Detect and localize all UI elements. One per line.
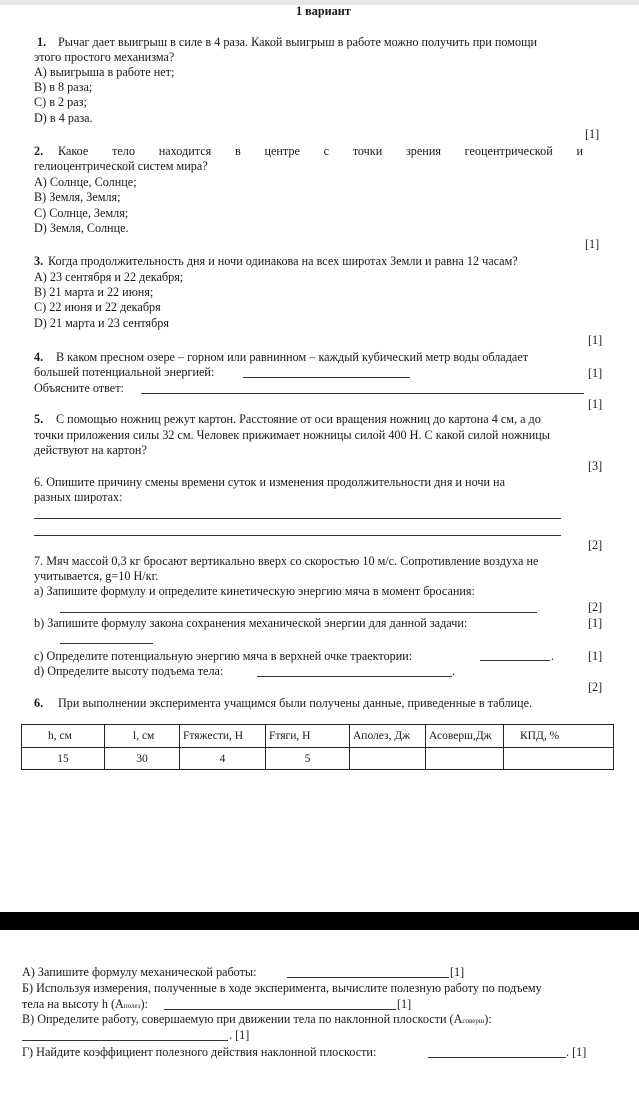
score-mark: [1] [585, 237, 600, 251]
score-mark: [1] [588, 616, 603, 630]
answer-line[interactable] [22, 1040, 228, 1041]
question-number: 6. [34, 696, 44, 710]
question-text: большей потенциальной энергией: [34, 365, 215, 379]
question-text: В каком пресном озере – горном или равнинном – каждый кубический метр воды обладает [56, 350, 529, 364]
task-c [22, 1012, 492, 1028]
question-text: гелиоцентрической систем мира? [34, 159, 208, 173]
table-cell[interactable] [504, 748, 614, 770]
answer-line[interactable] [60, 643, 153, 644]
word: центре [264, 144, 300, 158]
answer-line[interactable] [243, 377, 410, 378]
word: находится [158, 144, 212, 158]
page-title: 1 вариант [296, 4, 351, 18]
answer-option: C) Солнце, Земля; [34, 206, 129, 220]
word: с [323, 144, 330, 158]
table-cell: 5 [266, 748, 350, 770]
table-header-cell: КПД, % [504, 725, 614, 748]
subscript: полез [123, 1002, 141, 1010]
question-number: 4. [34, 350, 44, 364]
answer-line[interactable] [480, 660, 550, 661]
answer-option: A) выигрыша в работе нет; [34, 65, 175, 79]
question-text: учитывается, g=10 Н/кг. [34, 569, 159, 583]
word: Какое [58, 144, 89, 158]
answer-line[interactable] [287, 977, 449, 978]
question-text: 7. Мяч массой 0,3 кг бросают вертикально вверх со скоростью 10 м/с. Сопротивление воздуха не [34, 554, 539, 568]
score-mark: [1] [588, 366, 603, 380]
task-b-tail: ): [140, 997, 148, 1011]
answer-option: D) 21 марта и 23 сентября [34, 316, 170, 330]
word: геоцентрической [464, 144, 553, 158]
table-header-cell: l, см [105, 725, 180, 748]
answer-option: D) в 4 раза. [34, 111, 93, 125]
score-mark: [2] [588, 600, 603, 614]
table-header-row [22, 725, 614, 748]
question-text: 6. Опишите причину смены времени суток и изменения продолжительности дня и ночи на [34, 475, 505, 489]
word: тело [112, 144, 135, 158]
task-d: Г) Найдите коэффициент полезного действия наклонной плоскости: [22, 1045, 377, 1059]
answer-option: A) 23 сентября и 22 декабря; [34, 270, 184, 284]
question-text: точки приложения силы 32 см. Человек прижимает ножницы силой 400 Н. С какой силой ножницы [34, 428, 550, 442]
period: . [452, 664, 456, 678]
word: точки [352, 144, 383, 158]
question-text [58, 144, 583, 158]
answer-option: A) Солнце, Солнце; [34, 175, 137, 189]
period: . [551, 649, 555, 663]
answer-option: B) 21 марта и 22 июня; [34, 285, 154, 299]
table-cell: 30 [105, 748, 180, 770]
score-mark: [2] [588, 538, 603, 552]
subquestion-a: a) Запишите формулу и определите кинетическую энергию мяча в момент бросания: [34, 584, 475, 598]
question-text: действуют на картон? [34, 443, 147, 457]
word: в [234, 144, 241, 158]
answer-line[interactable] [141, 393, 584, 394]
answer-line[interactable] [34, 535, 561, 536]
score-mark: [2] [588, 680, 603, 694]
question-number: 3. [34, 254, 44, 268]
subscript: соверш [462, 1017, 485, 1025]
subquestion-b: b) Запишите формулу закона сохранения механической энергии для данной задачи: [34, 616, 468, 630]
question-text: Когда продолжительность дня и ночи одинакова на всех широтах Земли и равна 12 часам? [48, 254, 518, 268]
table-header-cell: Fтяги, Н [266, 725, 350, 748]
score-mark: . [1] [566, 1045, 587, 1059]
task-a: А) Запишите формулу механической работы: [22, 965, 257, 979]
answer-line[interactable] [34, 518, 561, 519]
table-cell[interactable] [350, 748, 426, 770]
task-b-text: тела на высоту h (А [22, 997, 124, 1011]
answer-line[interactable] [257, 676, 452, 677]
task-c-tail: ): [484, 1012, 492, 1026]
question-text: этого простого механизма? [34, 50, 175, 64]
question-number: 1. [37, 35, 47, 49]
table-header-cell: Fтяжести, Н [180, 725, 266, 748]
table-header-cell: Асоверш,Дж [426, 725, 504, 748]
score-mark: . [1] [229, 1028, 250, 1042]
task-c-text: В) Определите работу, совершаемую при движении тела по наклонной плоскости (А [22, 1012, 463, 1026]
score-mark: [1] [450, 965, 465, 979]
answer-option: D) Земля, Солнце. [34, 221, 129, 235]
answer-option: C) в 2 раз; [34, 95, 87, 109]
answer-line[interactable] [164, 1009, 396, 1010]
word: зрения [405, 144, 441, 158]
score-mark: [1] [397, 997, 412, 1011]
answer-option: B) Земля, Земля; [34, 190, 121, 204]
question-number: 2. [34, 144, 44, 158]
question-text: При выполнении эксперимента учащимся были получены данные, приведенные в таблице. [58, 696, 533, 710]
score-mark: [1] [588, 649, 603, 663]
score-mark: [1] [588, 397, 603, 411]
answer-line[interactable] [60, 612, 537, 613]
word: и [576, 144, 583, 158]
table-header-cell: h, см [22, 725, 105, 748]
explain-label: Объясните ответ: [34, 381, 124, 395]
score-mark: [3] [588, 459, 603, 473]
table-cell: 15 [22, 748, 105, 770]
question-text: С помощью ножниц режут картон. Расстояние от оси вращения ножниц до картона 4 см, а до [56, 412, 541, 426]
question-text: разных широтах: [34, 490, 123, 504]
score-mark: [1] [588, 333, 603, 347]
table-cell: 4 [180, 748, 266, 770]
question-text: Рычаг дает выигрыш в силе в 4 раза. Какой выигрыш в работе можно получить при помощи [58, 35, 537, 49]
page-divider-band [0, 912, 639, 930]
question-number: 5. [34, 412, 44, 426]
score-mark: [1] [585, 127, 600, 141]
table-row [22, 748, 614, 770]
experiment-table [21, 724, 614, 770]
answer-option: C) 22 июня и 22 декабря [34, 300, 161, 314]
table-header-cell: Аполез, Дж [350, 725, 426, 748]
answer-line[interactable] [428, 1057, 566, 1058]
answer-option: B) в 8 раза; [34, 80, 93, 94]
subquestion-d: d) Определите высоту подъема тела: [34, 664, 224, 678]
subquestion-c: c) Определите потенциальную энергию мяча в верхней очке траектории: [34, 649, 413, 663]
task-b: Б) Используя измерения, полученные в ходе эксперимента, вычислите полезную работу по подъему [22, 981, 542, 995]
table-cell[interactable] [426, 748, 504, 770]
task-b-line2 [22, 997, 148, 1013]
